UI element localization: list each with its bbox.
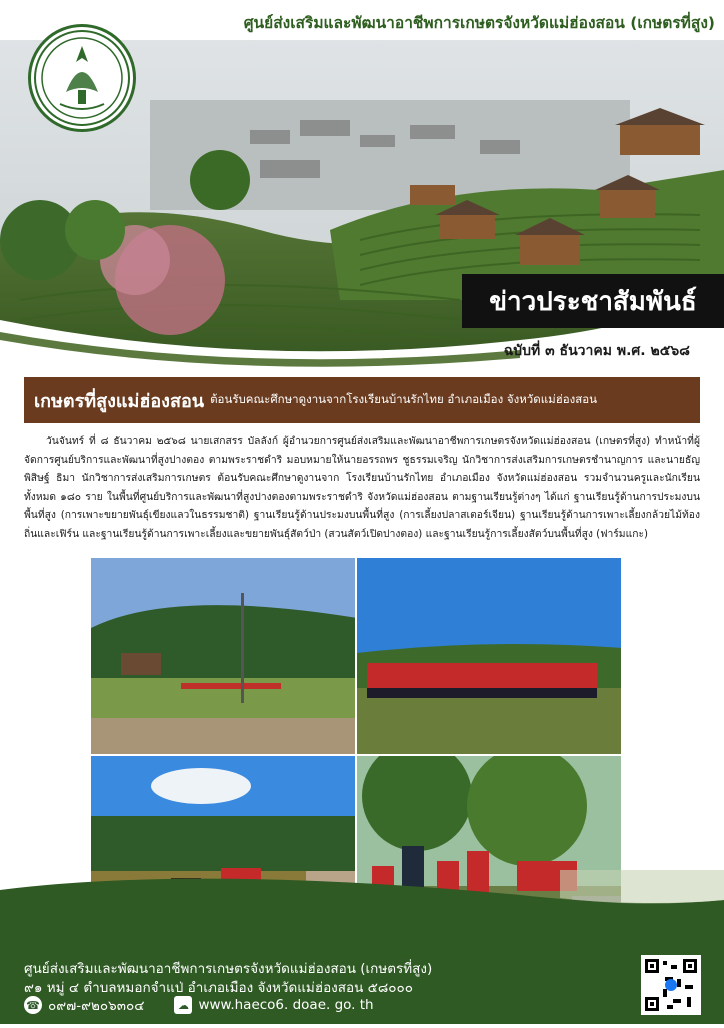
photo-fishery-grounds: [90, 557, 356, 755]
headline-bar: [24, 377, 700, 423]
footer-org-name: ศูนย์ส่งเสริมและพัฒนาอาชีพการเกษตรจังหวัดแม่ฮ่องสอน (เกษตรที่สูง): [24, 961, 433, 977]
photo-group-field: [356, 557, 622, 755]
footer-contacts: [24, 994, 374, 1016]
issue-date: ฉบับที่ ๓ ธันวาคม พ.ศ. ๒๕๖๘: [503, 343, 690, 359]
headline-main: เกษตรที่สูงแม่ฮ่องสอน: [34, 390, 205, 412]
qr-code-icon: [643, 957, 699, 1013]
footer-address: ๙๑ หมู่ ๔ ตำบลหมอกจำแป่ อำเภอเมือง จังหวัดแม่ฮ่องสอน ๕๘๐๐๐: [24, 980, 413, 996]
qr-code[interactable]: [641, 955, 701, 1015]
page-header-title: ศูนย์ส่งเสริมและพัฒนาอาชีพการเกษตรจังหวัดแม่ฮ่องสอน (เกษตรที่สูง): [243, 14, 715, 32]
headline-sub: ต้อนรับคณะศึกษาดูงานจากโรงเรียนบ้านรักไทย อำเภอเมือง จังหวัดแม่ฮ่องสอน: [210, 392, 598, 406]
web-icon: ☁: [174, 996, 192, 1014]
footer-phone: ๐๙๗-๙๒๐๖๓๐๔: [48, 998, 145, 1014]
news-banner: ข่าวประชาสัมพันธ์: [462, 274, 724, 328]
department-logo: [28, 24, 136, 132]
article-body: วันจันทร์ ที่ ๘ ธันวาคม ๒๕๖๘ นายเสกสรร บัลลังก์ ผู้อำนวยการศูนย์ส่งเสริมและพัฒนาอาชีพการเกษตรจังหวัดแม่ฮ่องสอน (เกษตรที่สูง) ทำหน้าที่ผู้จัดการศูนย์บริการและพัฒนาที่สูงปางตอง ตามพระราชดำริ มอบหมายให้นายอรรถพร ชูธรรมเจริญ นักวิชาการส่งเสริมการเกษตรชำนาญการ และนายธัญพิสิษฐ์ ธิมา นักวิชาการส่งเสริมการเกษตร ต้อนรับคณะศึกษาดูงานจาก โรงเรียนบ้านรักไทย อำเภอเมือง จังหวัดแม่ฮ่องสอน รวมจำนวนครูและนักเรียน ทั้งหมด ๑๘๐ ราย ในพื้นที่ศูนย์บริการและพัฒนาที่สูงปางตองตามพระราชดำริ จังหวัดแม่ฮ่องสอน ตามฐานเรียนรู้ต่างๆ ได้แก่ ฐานเรียนรู้ด้านการประมงบนพื้นที่สูง (การเพาะขยายพันธุ์เขียงแลวในธรรมชาติ) ฐานเรียนรู้ด้านประมงบนพื้นที่สูง (การเลี้ยงปลาสเตอร์เจียน) ฐานเรียนรู้ด้านการเพาะเลี้ยงกล้วยไม้ท้องถิ่นและเฟิร์น และฐานเรียนรู้ด้านการเพาะเลี้ยงและขยายพันธุ์สัตว์ป่า (สวนสัตว์เปิดปางตอง) และฐานเรียนรู้การเลี้ยงสัตว์บนพื้นที่สูง (ฟาร์มแกะ): [24, 435, 700, 540]
footer-website[interactable]: www.haeco6. doae. go. th: [198, 997, 374, 1013]
phone-icon: ☎: [24, 996, 42, 1014]
logo-emblem-icon: [34, 30, 130, 126]
